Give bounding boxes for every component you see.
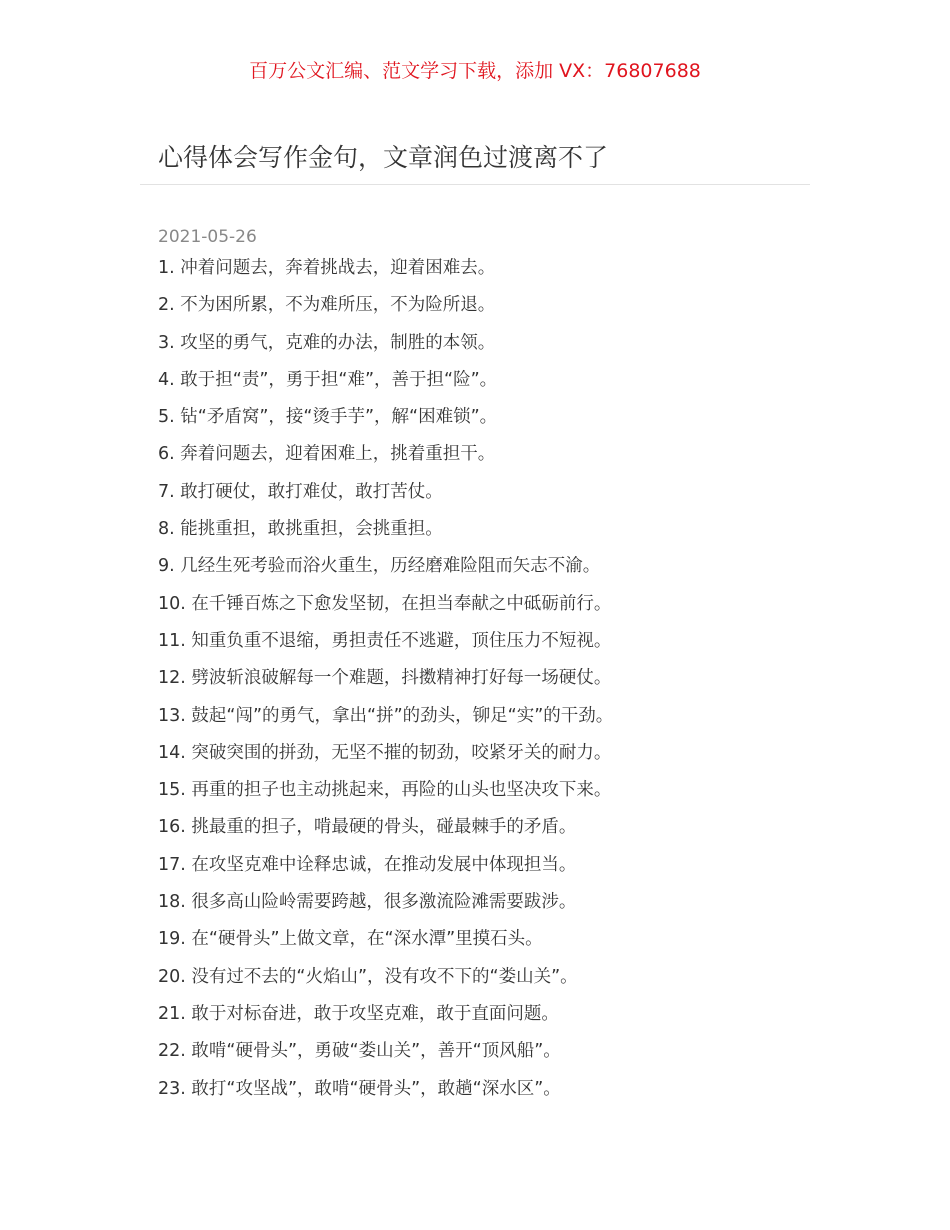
title-divider	[140, 184, 810, 185]
list-item: 18. 很多高山险岭需要跨越，很多激流险滩需要跋涉。	[158, 892, 577, 913]
list-item: 6. 奔着问题去，迎着困难上，挑着重担干。	[158, 444, 496, 465]
list-item: 19. 在“硬骨头”上做文章，在“深水潭”里摸石头。	[158, 929, 543, 950]
list-item: 1. 冲着问题去，奔着挑战去，迎着困难去。	[158, 258, 496, 278]
list-item: 4. 敢于担“责”，勇于担“难”，善于担“险”。	[158, 369, 498, 390]
list-item: 10. 在千锤百炼之下愈发坚韧，在担当奉献之中砥砺前行。	[158, 593, 612, 614]
list-item: 5. 钻“矛盾窝”，接“烫手芋”，解“困难锁”。	[158, 407, 498, 428]
list-item: 17. 在攻坚克难中诠释忠诚，在推动发展中体现担当。	[158, 854, 577, 875]
quote-list	[158, 256, 613, 1114]
list-item: 21. 敢于对标奋进，敢于攻坚克难，敢于直面问题。	[158, 1003, 559, 1024]
publish-date: 2021-05-26	[158, 227, 257, 247]
list-item: 3. 攻坚的勇气，克难的办法，制胜的本领。	[158, 332, 496, 353]
list-item: 16. 挑最重的担子，啃最硬的骨头，碰最棘手的矛盾。	[158, 817, 577, 838]
list-item: 9. 几经生死考验而浴火重生，历经磨难险阻而矢志不渝。	[158, 556, 601, 577]
list-item: 20. 没有过不去的“火焰山”，没有攻不下的“娄山关”。	[158, 966, 578, 987]
list-item: 15. 再重的担子也主动挑起来，再险的山头也坚决攻下来。	[158, 780, 612, 801]
list-item: 22. 敢啃“硬骨头”，勇破“娄山关”，善开“顶风船”。	[158, 1041, 561, 1062]
list-item: 13. 鼓起“闯”的勇气，拿出“拼”的劲头，铆足“实”的干劲。	[158, 705, 614, 726]
promo-banner: 百万公文汇编、范文学习下载，添加 VX：76807688	[249, 60, 701, 82]
list-item: 12. 劈波斩浪破解每一个难题，抖擞精神打好每一场硬仗。	[158, 668, 612, 689]
list-item: 7. 敢打硬仗，敢打难仗，敢打苦仗。	[158, 481, 443, 502]
list-item: 11. 知重负重不退缩，勇担责任不逃避，顶住压力不短视。	[158, 630, 612, 651]
page-title: 心得体会写作金句，文章润色过渡离不了	[158, 143, 609, 172]
list-item: 23. 敢打“攻坚战”，敢啃“硬骨头”，敢趟“深水区”。	[158, 1078, 561, 1099]
list-item: 14. 突破突围的拼劲，无坚不摧的韧劲，咬紧牙关的耐力。	[158, 742, 612, 763]
list-item: 2. 不为困所累，不为难所压，不为险所退。	[158, 295, 496, 316]
list-item: 8. 能挑重担，敢挑重担，会挑重担。	[158, 519, 443, 540]
